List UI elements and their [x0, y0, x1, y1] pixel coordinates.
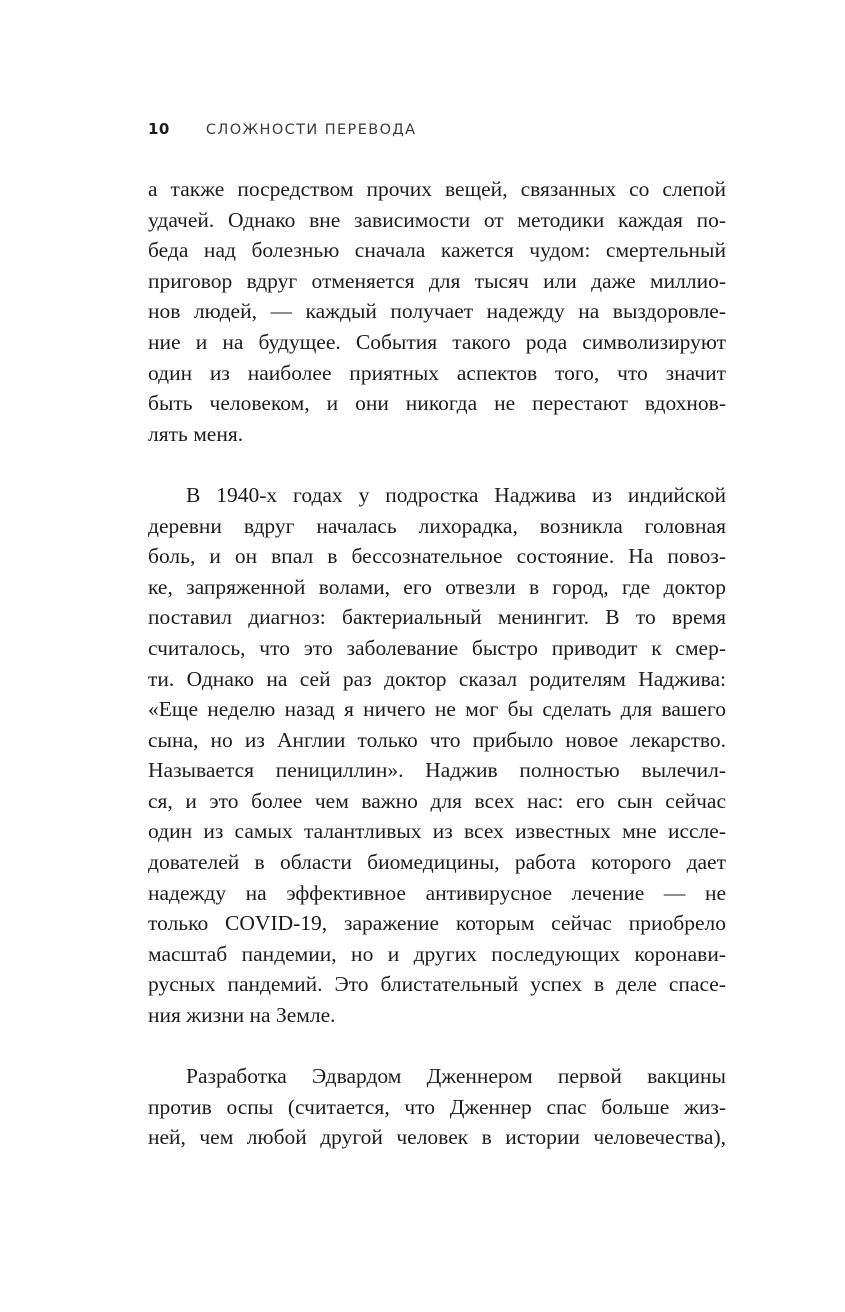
paragraph-2	[148, 480, 726, 1031]
text-line: В 1940-х годах у подростка Наджива из индийской	[186, 482, 726, 507]
text-line: Называется пенициллин». Наджив полностью вылечил-	[148, 758, 726, 783]
text-line: беда над болезнью сначала кажется чудом: смертельный	[148, 238, 726, 263]
paragraph-3	[148, 1061, 726, 1153]
text-line: русных пандемий. Это блистательный успех в деле спасе-	[148, 972, 726, 997]
text-line: считалось, что это заболевание быстро приводит к смер-	[148, 635, 726, 660]
text-line: ние и на будущее. События такого рода символизируют	[148, 329, 726, 354]
text-line: удачей. Однако вне зависимости от методики каждая по-	[148, 207, 726, 232]
text-line: быть человеком, и они никогда не перестают вдохнов-	[148, 391, 726, 416]
text-line: а также посредством прочих вещей, связанных со слепой	[148, 177, 726, 201]
text-line: масштаб пандемии, но и других последующих коронави-	[148, 941, 726, 966]
text-line: «Еще неделю назад я ничего не мог бы сделать для вашего	[148, 697, 726, 722]
text-line: один из самых талантливых из всех известных мне иссле-	[148, 819, 726, 844]
text-line: только COVID-19, заражение которым сейчас приобрело	[148, 911, 726, 936]
text-line: нов людей, — каждый получает надежду на выздоровле-	[148, 299, 726, 324]
text-line: боль, и он впал в бессознательное состояние. На повоз-	[148, 544, 726, 569]
text-line: сына, но из Англии только что прибыло новое лекарство.	[148, 727, 726, 752]
text-line: Разработка Эдвардом Дженнером первой вакцины	[186, 1064, 726, 1089]
chapter-title: СЛОЖНОСТИ ПЕРЕВОДА	[205, 122, 417, 138]
text-line: надежду на эффективное антивирусное лечение — не	[148, 880, 726, 905]
text-line: дователей в области биомедицины, работа которого дает	[148, 850, 726, 875]
paragraph-1	[148, 174, 726, 449]
text-line: ти. Однако на сей раз доктор сказал родителям Наджива:	[148, 666, 726, 691]
text-line: деревни вдруг началась лихорадка, возникла головная	[148, 513, 726, 538]
text-line: ке, запряженной волами, его отвезли в город, где доктор	[148, 574, 726, 599]
text-line: ся, и это более чем важно для всех нас: его сын сейчас	[148, 788, 726, 813]
page-number: 10	[148, 120, 170, 138]
text-line: поставил диагноз: бактериальный менингит. В то время	[148, 605, 726, 630]
text-line: приговор вдруг отменяется для тысяч или даже миллио-	[148, 268, 726, 293]
text-line: против оспы (считается, что Дженнер спас больше жиз-	[148, 1094, 726, 1119]
running-head	[148, 120, 416, 140]
text-line: ния жизни на Земле.	[148, 1003, 336, 1028]
body-text	[148, 174, 726, 1184]
text-line: ней, чем любой другой человек в истории человечества),	[148, 1125, 726, 1150]
text-line: лять меня.	[148, 421, 244, 446]
text-line: один из наиболее приятных аспектов того, что значит	[148, 360, 726, 385]
